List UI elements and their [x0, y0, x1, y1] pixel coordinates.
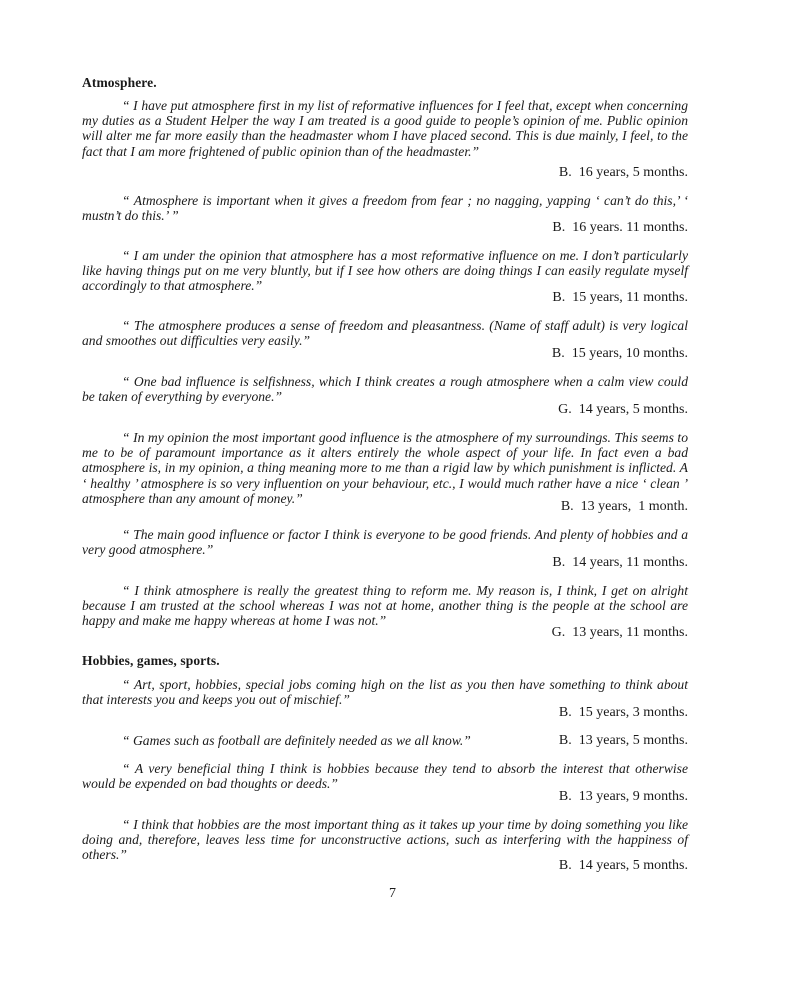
quote-text: “ In my opinion the most important good influence is the atmosphere of my surroundings. This seems to me to be of paramount importance as it alters entirely the whole aspect of your life. In fact even a bad atmosphere is, in my opinion, a thing meaning more to me than a rigid law by which punishment is inflicted. A ‘ healthy ’ atmosphere is so very influention on your behaviour, etc., I would much rather have a nice ‘ clean ’ atmosphere than any amount of money.” — [82, 430, 688, 506]
quote-attribution: B. 13 years, 5 months. — [558, 733, 688, 748]
quote-text: “ One bad influence is selfishness, which I think creates a rough atmosphere when a calm view could be taken of everything by everyone.” — [82, 374, 688, 405]
page-number: 7 — [389, 886, 396, 901]
quote-text: “ I am under the opinion that atmosphere has a most reformative influence on me. I don’t particularly like having things put on me very bluntly, but if I see how others are doing things I can easily regulate myself accordingly to that atmosphere.” — [82, 248, 688, 294]
quote-text: “ I think atmosphere is really the greatest thing to reform me. My reason is, I think, I get on alright because I am trusted at the school whereas I was not at home, another thing is the people at the school are happy and make me happy whereas at home I was not.” — [82, 583, 688, 629]
quote-text: “ The atmosphere produces a sense of freedom and pleasantness. (Name of staff adult) is very logical and smoothes out difficulties very easily.” — [82, 318, 688, 349]
quote-attribution: G. 14 years, 5 months. — [558, 402, 688, 417]
quote-attribution: B. 13 years, 1 month. — [560, 499, 688, 514]
quote-attribution: B. 15 years, 10 months. — [551, 346, 688, 361]
quote-attribution: B. 14 years, 11 months. — [552, 555, 688, 570]
section-heading-atmosphere: Atmosphere. — [82, 75, 157, 90]
quote-text: “ A very beneficial thing I think is hobbies because they tend to absorb the interest that otherwise would be expended on bad thoughts or deeds.” — [82, 761, 688, 792]
section-heading-hobbies: Hobbies, games, sports. — [82, 653, 220, 668]
quote-attribution: B. 14 years, 5 months. — [558, 858, 688, 873]
quote-text: “ The main good influence or factor I think is everyone to be good friends. And plenty of hobbies and a very good atmosphere.” — [82, 527, 688, 558]
quote-attribution: B. 16 years. 11 months. — [552, 220, 688, 235]
quote-text: “ I think that hobbies are the most important thing as it takes up your time by doing something you like doing and, therefore, leaves less time for unconstructive actions, such as interfering with the happiness of others.” — [82, 817, 688, 863]
quote-text: “ Games such as football are definitely needed as we all know.” — [122, 733, 471, 748]
quote-attribution: B. 15 years, 3 months. — [558, 705, 688, 720]
quote-attribution: B. 16 years, 5 months. — [558, 165, 688, 180]
quote-attribution: B. 15 years, 11 months. — [552, 290, 688, 305]
quote-text: “ I have put atmosphere first in my list of reformative influences for I feel that, except when concerning my duties as a Student Helper the way I am treated is a good guide to people’s opinion of me. Public opinion will alter me far more easily than the headmaster whom I have placed second. This is due mainly, I feel, to the fact that I am more frightened of public opinion than of the headmaster.” — [82, 98, 688, 159]
quote-attribution: B. 13 years, 9 months. — [558, 789, 688, 804]
quote-text: “ Art, sport, hobbies, special jobs coming high on the list as you then have something to think about that interests you and keeps you out of mischief.” — [82, 677, 688, 708]
quote-attribution: G. 13 years, 11 months. — [551, 625, 688, 640]
quote-text: “ Atmosphere is important when it gives a freedom from fear ; no nagging, yapping ‘ can’t do this,’ ‘ mustn’t do this.’ ” — [82, 193, 688, 224]
